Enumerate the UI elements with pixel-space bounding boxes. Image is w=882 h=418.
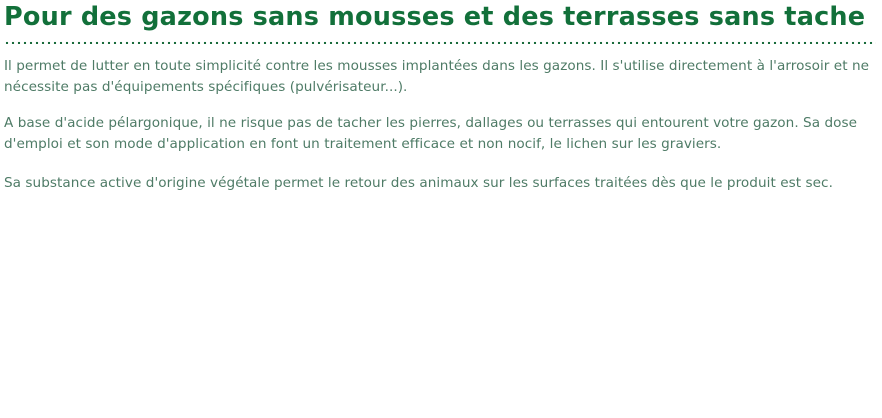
body-text-block bbox=[4, 56, 882, 194]
dotted-divider bbox=[4, 40, 876, 44]
paragraph-1: Il permet de lutter en toute simplicité contre les mousses implantées dans les gazons. Il s'utilise directement à l'arrosoir et ne nécessite pas d'équipements spécifiques (pulvérisateur...). bbox=[4, 58, 874, 95]
paragraph-2: A base d'acide pélargonique, il ne risque pas de tacher les pierres, dallages ou terrasses qui entourent votre gazon. Sa dose d'emploi et son mode d'application en font un traitement efficace et non nocif, le lichen sur les graviers. bbox=[4, 115, 862, 152]
page-title: Pour des gazons sans mousses et des terrasses sans tache bbox=[4, 2, 866, 32]
paragraph-3: Sa substance active d'origine végétale permet le retour des animaux sur les surfaces traitées dès que le produit est sec. bbox=[4, 175, 833, 191]
